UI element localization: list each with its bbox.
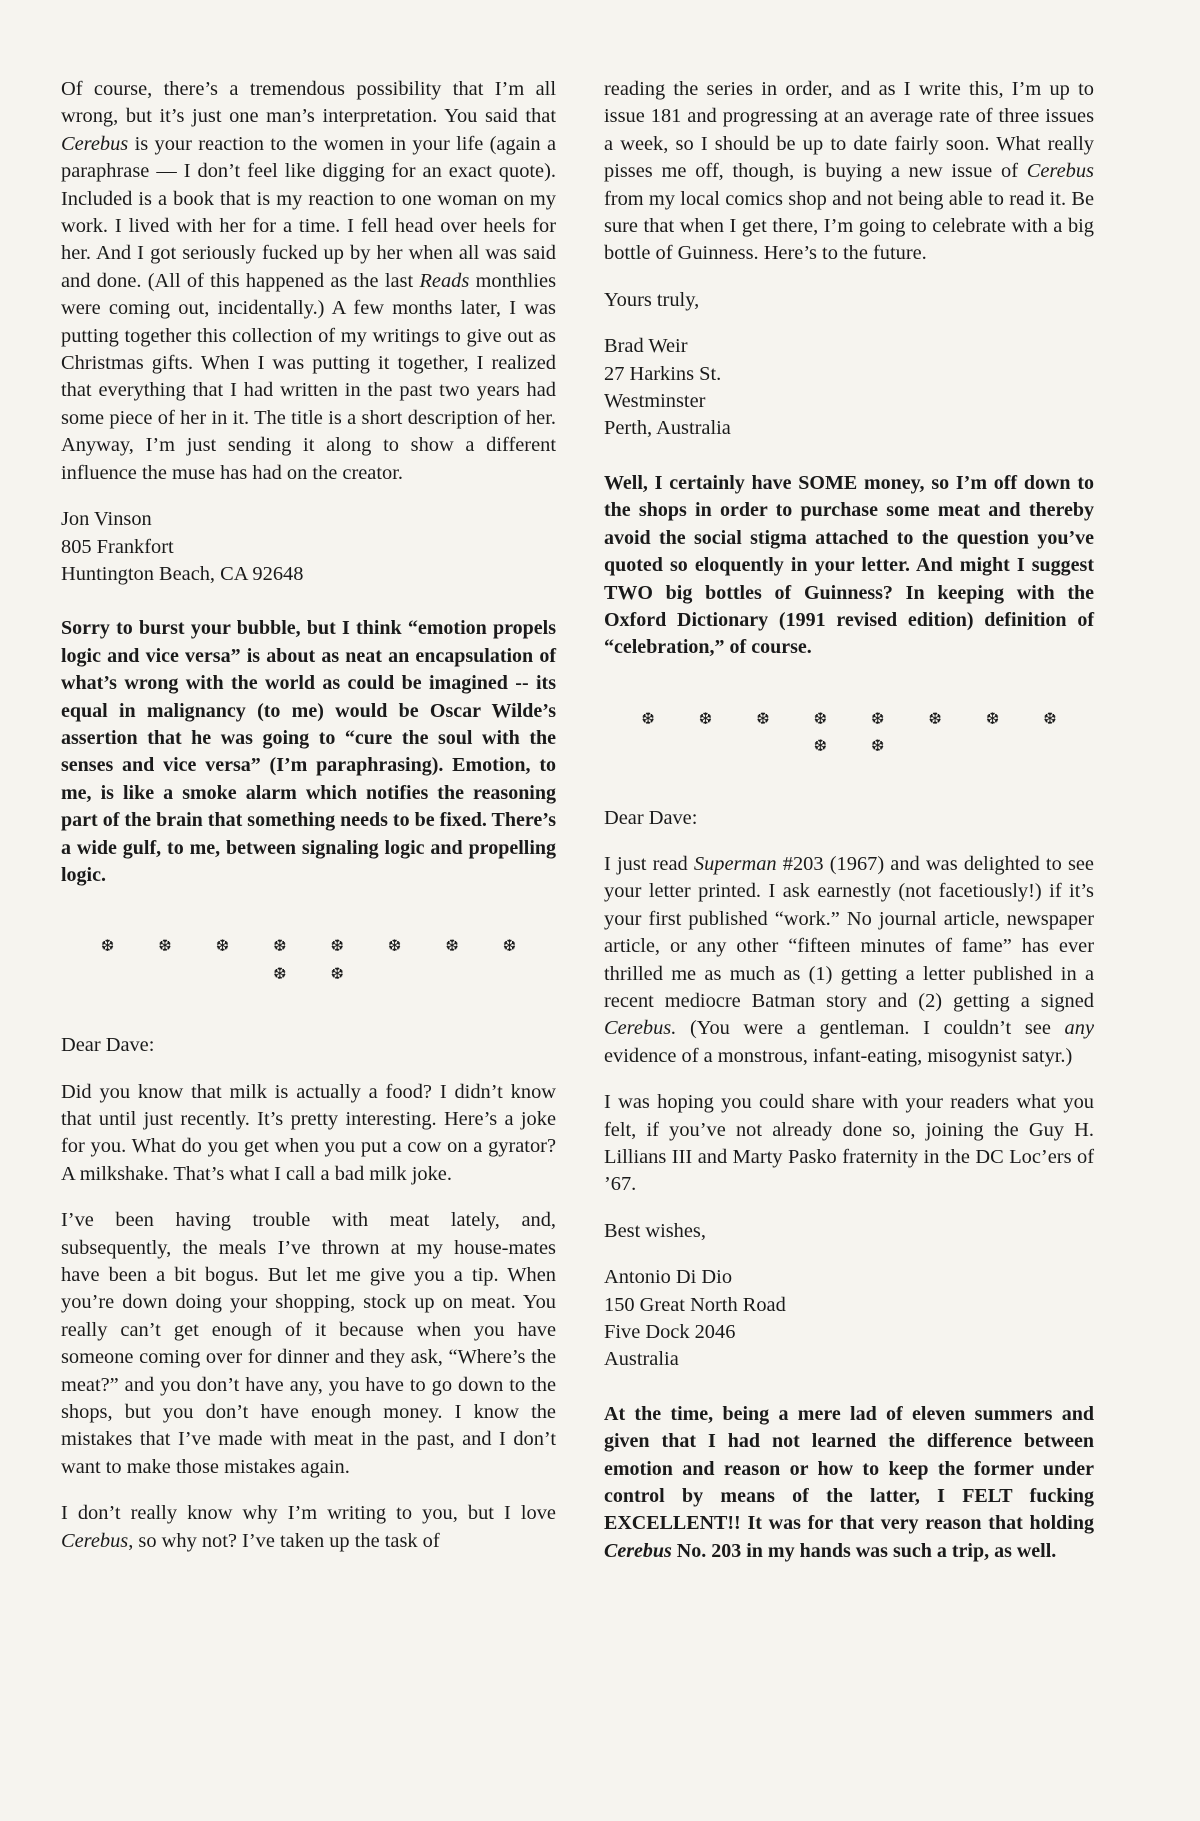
closing: Best wishes, — [604, 1219, 706, 1242]
letter-address-antonio-di-dio: Antonio Di Dio 150 Great North Road Five Dock 2046 Australia — [604, 1266, 786, 1371]
letter-address-jon-vinson: Jon Vinson 805 Frankfort Huntington Beach, CA 92648 — [61, 508, 304, 585]
letter-paragraph: Did you know that milk is actually a food? I didn’t know that until just recently. It’s pretty interesting. Here’s a joke for you. What do you get when you put a cow on a gyrator? A milkshake. That’s what I call a bad milk joke. — [61, 1080, 556, 1185]
editor-reply: Well, I certainly have SOME money, so I’m off down to the shops in order to purchase some meat and thereby avoid the social stigma attached to the question you’ve quoted so eloquently in your letter. And might I suggest TWO big bottles of Guinness? In keeping with the Oxford Dictionary (1991 revised edition) definition of “celebration,” of course. — [604, 471, 1094, 659]
letter-paragraph: I’ve been having trouble with meat lately, and, subsequently, the meals I’ve thrown at my house-mates have been a bit bogus. But let me give you a tip. When you’re down doing your shopping, stock up on meat. You really can’t get enough of it because when you have someone coming over for dinner and they ask, “Where’s the meat?” and you don’t have any, you have to go down to the shops, but you don’t have enough money. I know the mistakes that I’ve made with meat in the past, and I don’t want to make those mistakes again. — [61, 1209, 556, 1478]
section-divider: ❆ ❆ ❆ ❆ ❆ ❆ ❆ ❆ ❆ ❆ — [641, 710, 1077, 756]
left-column — [61, 76, 556, 1574]
editor-reply: Sorry to burst your bubble, but I think “emotion propels logic and vice versa” is about as neat an encapsulation of what’s wrong with the world as could be imagined -- its equal in malignancy (to me) would be Oscar Wilde’s assertion that he was going to “cure the soul with the senses and vice versa” (I’m paraphrasing). Emotion, to me, is like a smoke alarm which notifies the reasoning part of the brain that something needs to be fixed. There’s a wide gulf, to me, between signaling logic and propelling logic. — [61, 617, 556, 886]
letter-paragraph: I was hoping you could share with your readers what you felt, if you’ve not already done so, joining the Guy H. Lillians III and Marty Pasko fraternity in the DC Loc’ers of ’67. — [604, 1091, 1094, 1196]
right-column — [604, 76, 1094, 1584]
letter-paragraph: I just read Superman #203 (1967) and was delighted to see your letter printed. I ask earnestly (not facetiously!) if it’s your first published “work.” No journal article, newspaper article, or any other “fifteen minutes of fame” has ever thrilled me as much as (1) getting a letter published in a recent mediocre Batman story and (2) getting a signed Cerebus. (You were a gentleman. I couldn’t see any evidence of a monstrous, infant-eating, misogynist satyr.) — [604, 852, 1094, 1067]
letter-address-brad-weir: Brad Weir 27 Harkins St. Westminster Perth, Australia — [604, 335, 731, 440]
salutation: Dear Dave: — [604, 806, 698, 829]
letter-paragraph: Of course, there’s a tremendous possibility that I’m all wrong, but it’s just one man’s interpretation. You said that Cerebus is your reaction to the women in your life (again a paraphrase — I don’t feel like digging for an exact quote). Included is a book that is my reaction to one woman on my work. I lived with her for a time. I fell head over heels for her. And I got seriously fucked up by her when all was said and done. (All of this happened as the last Reads monthlies were coming out, incidentally.) A few months later, I was putting together this collection of my writings to give out as Christmas gifts. When I was putting it together, I realized that everything that I had written in the past two years had some piece of her in it. The title is a short description of her. Anyway, I’m just sending it along to show a different influence the muse has had on the creator. — [61, 78, 557, 484]
editor-reply: At the time, being a mere lad of eleven summers and given that I had not learned the difference between emotion and reason or how to keep the former under control by means of the latter, I FELT fucking EXCELLENT!! It was for that very reason that holding Cerebus No. 203 in my hands was such a trip, as well. — [604, 1402, 1094, 1562]
section-divider: ❆ ❆ ❆ ❆ ❆ ❆ ❆ ❆ ❆ ❆ — [100, 938, 537, 983]
closing: Yours truly, — [604, 288, 700, 311]
letter-paragraph: reading the series in order, and as I write this, I’m up to issue 181 and progressing at an average rate of three issues a week, so I should be up to date fairly soon. What really pisses me off, though, is buying a new issue of Cerebus from my local comics shop and not being able to read it. Be sure that when I get there, I’m going to celebrate with a big bottle of Guinness. Here’s to the future. — [604, 78, 1094, 265]
salutation: Dear Dave: — [61, 1034, 155, 1057]
letter-paragraph: I don’t really know why I’m writing to you, but I love Cerebus, so why not? I’ve taken up the task of — [61, 1502, 556, 1552]
